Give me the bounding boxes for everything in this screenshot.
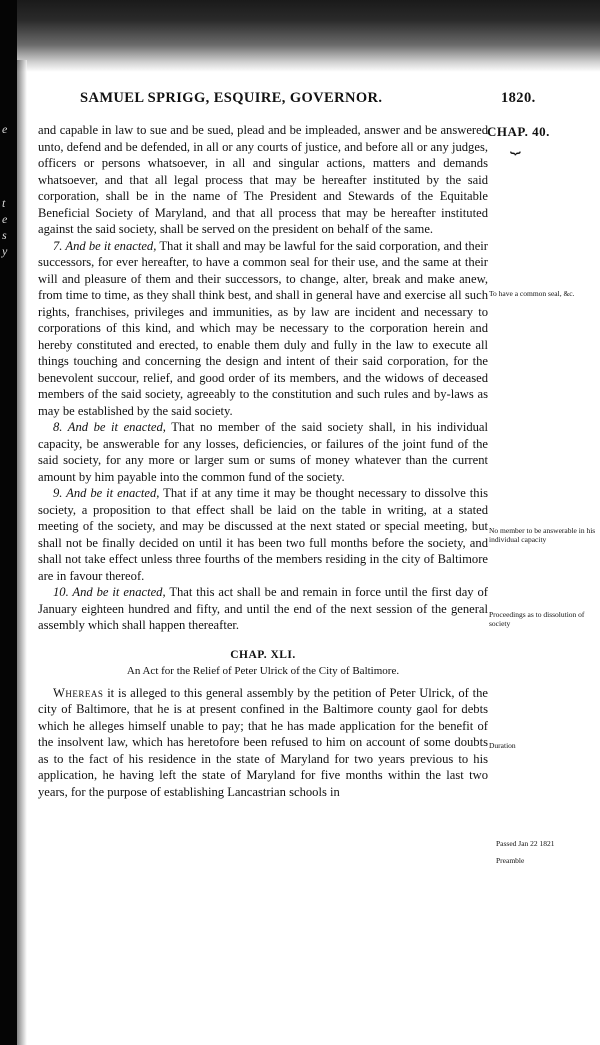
scan-top-shadow	[0, 0, 600, 72]
margin-note-dissolution: Proceedings as to dissolution of society	[489, 610, 585, 628]
spine-shadow	[17, 60, 27, 1045]
section-lead: 7. And be it enacted,	[53, 238, 157, 253]
section-text: That it shall and may be lawful for the said corporation, and their successors, for ever hereafter, to have a common seal for their use, and the same at their will and pleasure of them and their successors, to change, alter, break and make anew, from time to time, as they shall think best, and shall in general have and exercise all such rights, franchises, privileges and immunities, as by law are incident and necessary to corporations of this kind, and which may be necessary to the corporation herein and hereby constituted and erected, to enable them duly and fully in the law to execute all things touching and concerning the design and intent of their said corporation, for the benevolent succour, relief, and good order of its members, and the widows of deceased members of the said society, agreeably to the constitution and such rules and by-laws as may be established by the said society.	[38, 238, 489, 418]
section-lead: 9. And be it enacted,	[53, 486, 160, 500]
page-year: 1820.	[501, 90, 536, 106]
running-header	[80, 90, 540, 107]
preamble-text: it is alleged to this general assembly by the petition of Peter Ulrick, of the city of Baltimore, that he is at present confined in the Baltimore county gaol for debts which he alleges himself unable to pay; that he has made application for the benefit of the insolvent law, which has heretofore been refused to him on account of some doubts as to the fact of his residence in the state of Maryland for two years previous to his application, he having left the state of Maryland for five months within the last two years, for the purpose of establishing Lancastrian schools in	[38, 685, 488, 799]
margin-note-member: No member to be answerable in his individual capacity	[489, 526, 596, 544]
edge-letter: s	[2, 228, 7, 242]
margin-brace-mark: ⏟	[510, 134, 521, 154]
edge-letter: e	[2, 122, 8, 136]
chapter-title: An Act for the Relief of Peter Ulrick of the City of Baltimore.	[126, 665, 400, 677]
chapter-heading: CHAP. XLI.	[230, 648, 296, 661]
margin-note-duration: Duration	[489, 741, 516, 750]
section-text: That this act shall be and remain in force until the first day of January eighteen hundred and fifty, and until the end of the next session of the general assembly which shall happen thereafter.	[38, 585, 488, 632]
margin-chapter-number: CHAP. 40.	[487, 124, 550, 139]
section-10	[38, 584, 488, 634]
page-body	[38, 122, 488, 800]
book-spine-edge	[0, 0, 17, 1045]
preamble-paragraph	[38, 685, 488, 801]
section-lead: 8. And be it enacted,	[53, 420, 166, 434]
section-8	[38, 419, 488, 485]
margin-note-passed: Passed Jan 22 1821	[496, 839, 555, 848]
margin-note-preamble: Preamble	[496, 856, 525, 865]
continued-paragraph: and capable in law to sue and be sued, plead and be impleaded, answer and be answered unto, defend and be defended, in all or any courts of justice, and before all or any judges, officers or persons whatsoever, in all and singular actions, matters and demands whatsoever, and that all legal process that may be hereafter instituted by the said corporation, shall be in the name of The President and Stewards of the Equitable Beneficial Society of Maryland, and that all process that may be hereafter instituted against the said society, shall be served on the president on behalf of the same.	[38, 123, 488, 236]
page-title: SAMUEL SPRIGG, ESQUIRE, GOVERNOR.	[80, 90, 383, 106]
preamble-lead: Whereas	[53, 685, 104, 700]
section-7	[38, 238, 488, 420]
section-lead: 10. And be it enacted,	[53, 585, 166, 599]
section-text: That if at any time it may be thought necessary to dissolve this society, a proposition to that effect shall be laid on the table in writing, at a stated meeting of the society, and may be discussed at the next stated or special meeting, but shall not be finally decided on until it has been two full months before the society, and shall not take effect unless three fourths of the members residing in the city of Baltimore are in favour thereof.	[38, 486, 488, 583]
edge-letter: t	[2, 196, 6, 210]
section-9	[38, 485, 488, 584]
edge-letter: e	[2, 212, 8, 226]
edge-letter: y	[2, 244, 8, 258]
margin-note-seal: To have a common seal, &c.	[489, 289, 575, 298]
section-text: That no member of the said society shall, in his individual capacity, be answerable for any losses, deficiencies, or failures of the joint fund of the said society, for any more or larger sum or sums of money whatever than the current amount by him payable into the common fund of the society.	[38, 420, 489, 484]
